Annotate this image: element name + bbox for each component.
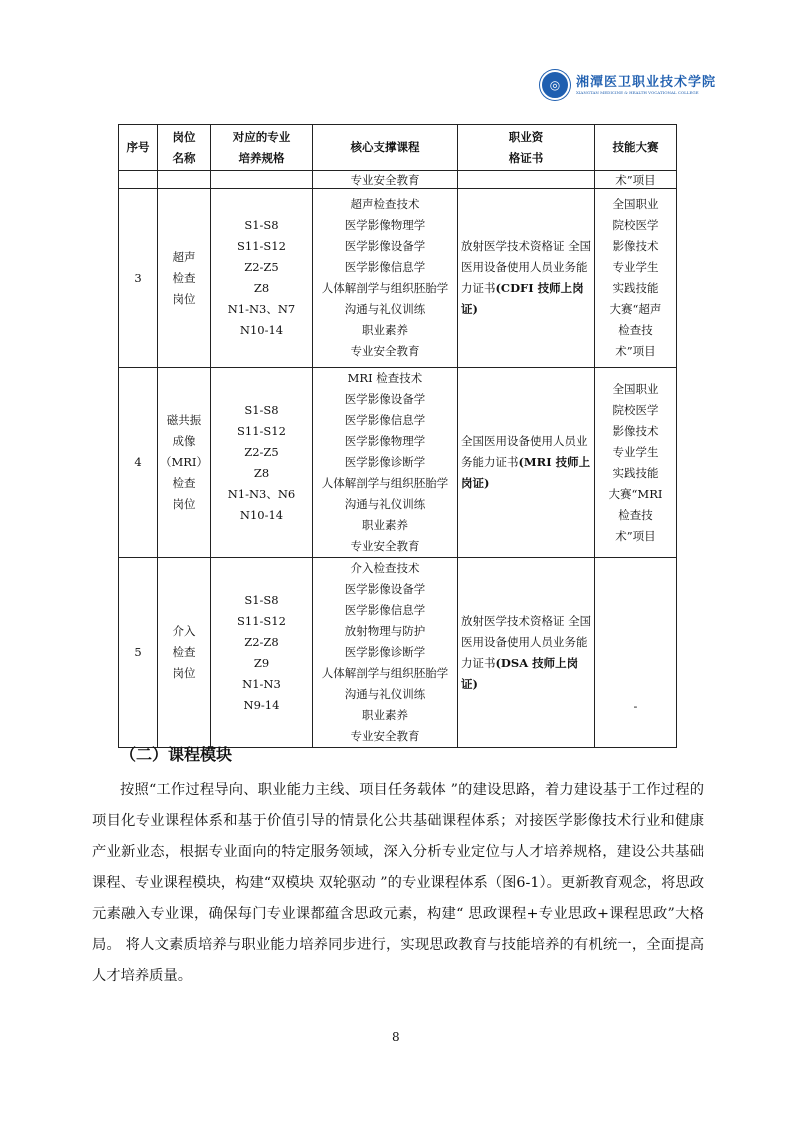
certificate-cell: 放射医学技术资格证 全国医用设备使用人员业务能力证书(CDFI 技师上岗证) bbox=[457, 189, 594, 368]
page-number: 8 bbox=[392, 1030, 400, 1044]
certificate-cell: 放射医学技术资格证 全国医用设备使用人员业务能力证书(DSA 技师上岗证) bbox=[457, 558, 594, 748]
table-row bbox=[119, 558, 677, 748]
logo-subtitle: XIANGTAN MEDICINE & HEALTH VOCATIONAL COLLEGE bbox=[576, 89, 699, 95]
contest-cell: 全国职业 院校医学 影像技术 专业学生 实践技能 大赛“MRI 检查技 术”项目 bbox=[594, 368, 676, 558]
row-number-cell: 5 bbox=[119, 558, 158, 748]
college-seal-icon: ◎ bbox=[540, 70, 570, 100]
column-header: 技能大赛 bbox=[594, 125, 676, 171]
certificate-cell: 全国医用设备使用人员业务能力证书(MRI 技师上岗证) bbox=[457, 368, 594, 558]
column-header: 序号 bbox=[119, 125, 158, 171]
table-row-continuation bbox=[119, 171, 677, 189]
logo-name: 湘潭医卫职业技术学院 bbox=[576, 74, 717, 90]
spec-cell: S1-S8 S11-S12 Z2-Z8 Z9 N1-N3 N9-14 bbox=[210, 558, 312, 748]
contest-cell: - bbox=[594, 558, 676, 748]
table-row bbox=[119, 368, 677, 558]
courses-cell: MRI 检查技术 医学影像设备学 医学影像信息学 医学影像物理学 医学影像诊断学 人体解剖学与组织胚胎学 沟通与礼仪训练 职业素养 专业安全教育 bbox=[312, 368, 457, 558]
course-cell: 专业安全教育 bbox=[312, 171, 457, 189]
section-paragraph: 按照“工作过程导向、职业能力主线、项目任务载体 ”的建设思路，着力建设基于工作过程的项目化专业课程体系和基于价值引导的情景化公共基础课程体系；对接医学影像技术行业和健康产业新业态，根据专业面向的特定服务领域，深入分析专业定位与人才培养规格，建设公共基础课程、专业课程模块，构建“双模块 双轮驱动 ”的专业课程体系（图6-1）。更新教育观念，将思政元素融入专业课，确保每门专业课都蕴含思政元素，构建“ 思政课程+专业思政+课程思政”大格局。 将人文素质培养与职业能力培养同步进行，实现思政教育与技能培养的有机统一，全面提高人才培养质量。 bbox=[92, 782, 704, 984]
job-course-table bbox=[118, 124, 677, 748]
column-header: 岗位 名称 bbox=[158, 125, 211, 171]
courses-cell: 介入检查技术 医学影像设备学 医学影像信息学 放射物理与防护 医学影像诊断学 人体解剖学与组织胚胎学 沟通与礼仪训练 职业素养 专业安全教育 bbox=[312, 558, 457, 748]
spec-cell: S1-S8 S11-S12 Z2-Z5 Z8 N1-N3、N7 N10-14 bbox=[210, 189, 312, 368]
section-heading: （二）课程模块 bbox=[120, 745, 233, 764]
college-logo bbox=[540, 70, 716, 100]
row-number-cell: 3 bbox=[119, 189, 158, 368]
spec-cell: S1-S8 S11-S12 Z2-Z5 Z8 N1-N3、N6 N10-14 bbox=[210, 368, 312, 558]
post-name-cell: 磁共振 成像 （MRI） 检查 岗位 bbox=[158, 368, 211, 558]
row-number-cell: 4 bbox=[119, 368, 158, 558]
contest-cell: 术”项目 bbox=[594, 171, 676, 189]
column-header: 职业资 格证书 bbox=[457, 125, 594, 171]
table-row bbox=[119, 189, 677, 368]
post-name-cell: 超声 检查 岗位 bbox=[158, 189, 211, 368]
column-header: 对应的专业 培养规格 bbox=[210, 125, 312, 171]
courses-cell: 超声检查技术 医学影像物理学 医学影像设备学 医学影像信息学 人体解剖学与组织胚胎学 沟通与礼仪训练 职业素养 专业安全教育 bbox=[312, 189, 457, 368]
column-header: 核心支撑课程 bbox=[312, 125, 457, 171]
contest-cell: 全国职业 院校医学 影像技术 专业学生 实践技能 大赛“超声 检查技 术”项目 bbox=[594, 189, 676, 368]
post-name-cell: 介入 检查 岗位 bbox=[158, 558, 211, 748]
